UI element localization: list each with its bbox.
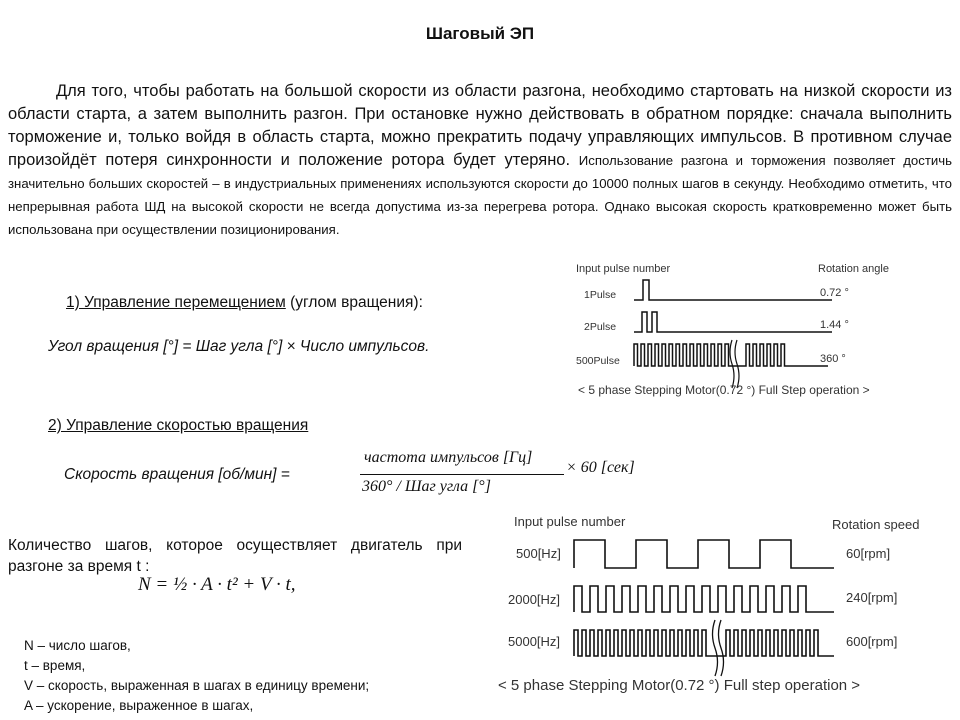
diagram2-pulse-wave	[574, 586, 834, 612]
diagram1-row-label: 2Pulse	[584, 321, 617, 333]
diagram1-row-label: 500Pulse	[576, 355, 620, 367]
diagram2-row-label: 5000[Hz]	[508, 634, 561, 649]
legend-item: t – время,	[24, 658, 86, 673]
steps-formula: N = ½ · A · t² + V · t,	[138, 574, 296, 595]
intro-paragraph	[8, 80, 952, 241]
section1-heading	[66, 294, 423, 312]
speed-formula-label: Скорость вращения [об/мин] =	[64, 466, 290, 483]
diagram2-caption: < 5 phase Stepping Motor(0.72 °) Full step operation >	[498, 677, 861, 694]
fraction-line	[360, 474, 564, 475]
intro-small-text: Использование разгона и торможения позволяет достичь значительно больших скоростей – в индустриальных применениях используются скорости до 10000 полных шагов в секунду. Необходимо отметить, что непрерывная работа ШД на высокой скорости не всегда допустима из-за перегрева ротора. Однако высокая скорость кратковременно может быть использована при осуществлении позиционирования.	[8, 153, 952, 237]
steps-text: Количество шагов, которое осуществляет двигатель при разгоне за время t :	[8, 537, 462, 575]
diagram2-header-right: Rotation speed	[832, 517, 920, 532]
legend-item: N – число шагов,	[24, 638, 131, 653]
diagram1-row-value: 0.72 °	[820, 287, 849, 299]
diagram2-row-value: 60[rpm]	[846, 546, 891, 561]
angle-formula: Угол вращения [°] = Шаг угла [°] × Число импульсов.	[48, 338, 430, 355]
pulse-angle-diagram	[566, 258, 916, 402]
section1-heading-underlined: 1) Управление перемещением	[66, 294, 286, 311]
section2-heading: 2) Управление скоростью вращения	[48, 417, 309, 434]
diagram2-pulse-wave	[574, 630, 834, 656]
legend-item: V – скорость, выраженная в шагах в единицу времени;	[24, 678, 370, 693]
legend-item: A – ускорение, выраженное в шагах,	[24, 698, 254, 713]
diagram2-row-label: 500[Hz]	[516, 546, 561, 561]
pulse-speed-diagram	[494, 508, 946, 704]
page-title: Шаговый ЭП	[425, 24, 535, 43]
diagram2-header-left: Input pulse number	[514, 514, 626, 529]
break-mark	[713, 620, 724, 676]
diagram2-pulse-wave	[574, 540, 834, 568]
diagram1-pulse-wave	[634, 312, 832, 332]
speed-formula-denominator: 360° / Шаг угла [°]	[362, 478, 491, 495]
diagram2-row-value: 600[rpm]	[846, 634, 898, 649]
diagram1-caption: < 5 phase Stepping Motor(0.72 °) Full Step operation >	[578, 383, 870, 397]
diagram1-row-label: 1Pulse	[584, 289, 617, 301]
speed-formula-multiplier: × 60 [сек]	[566, 459, 635, 476]
diagram1-pulse-wave	[634, 280, 832, 300]
diagram1-row-value: 360 °	[820, 353, 846, 365]
intro-large-text: Для того, чтобы работать на большой скорости из области разгона, необходимо стартовать на низкой скорости из области старта, а затем выполнить разгон. При остановке нужно действовать в обратном порядке: сначала выполнить торможение и, только войдя в область старта, можно прекратить подачу управляющих импульсов. В противном случае произойдёт потеря синхронности и положение ротора будет утеряно.	[8, 82, 952, 169]
break-mark	[730, 340, 739, 388]
diagram2-row-label: 2000[Hz]	[508, 592, 561, 607]
speed-formula-numerator: частота импульсов [Гц]	[364, 449, 533, 466]
diagram2-row-value: 240[rpm]	[846, 590, 898, 605]
diagram1-header-left: Input pulse number	[576, 263, 671, 275]
diagram1-row-value: 1.44 °	[820, 319, 849, 331]
diagram1-header-right: Rotation angle	[818, 263, 889, 275]
variables-legend	[24, 636, 369, 716]
section1-heading-rest: (углом вращения):	[285, 294, 423, 311]
